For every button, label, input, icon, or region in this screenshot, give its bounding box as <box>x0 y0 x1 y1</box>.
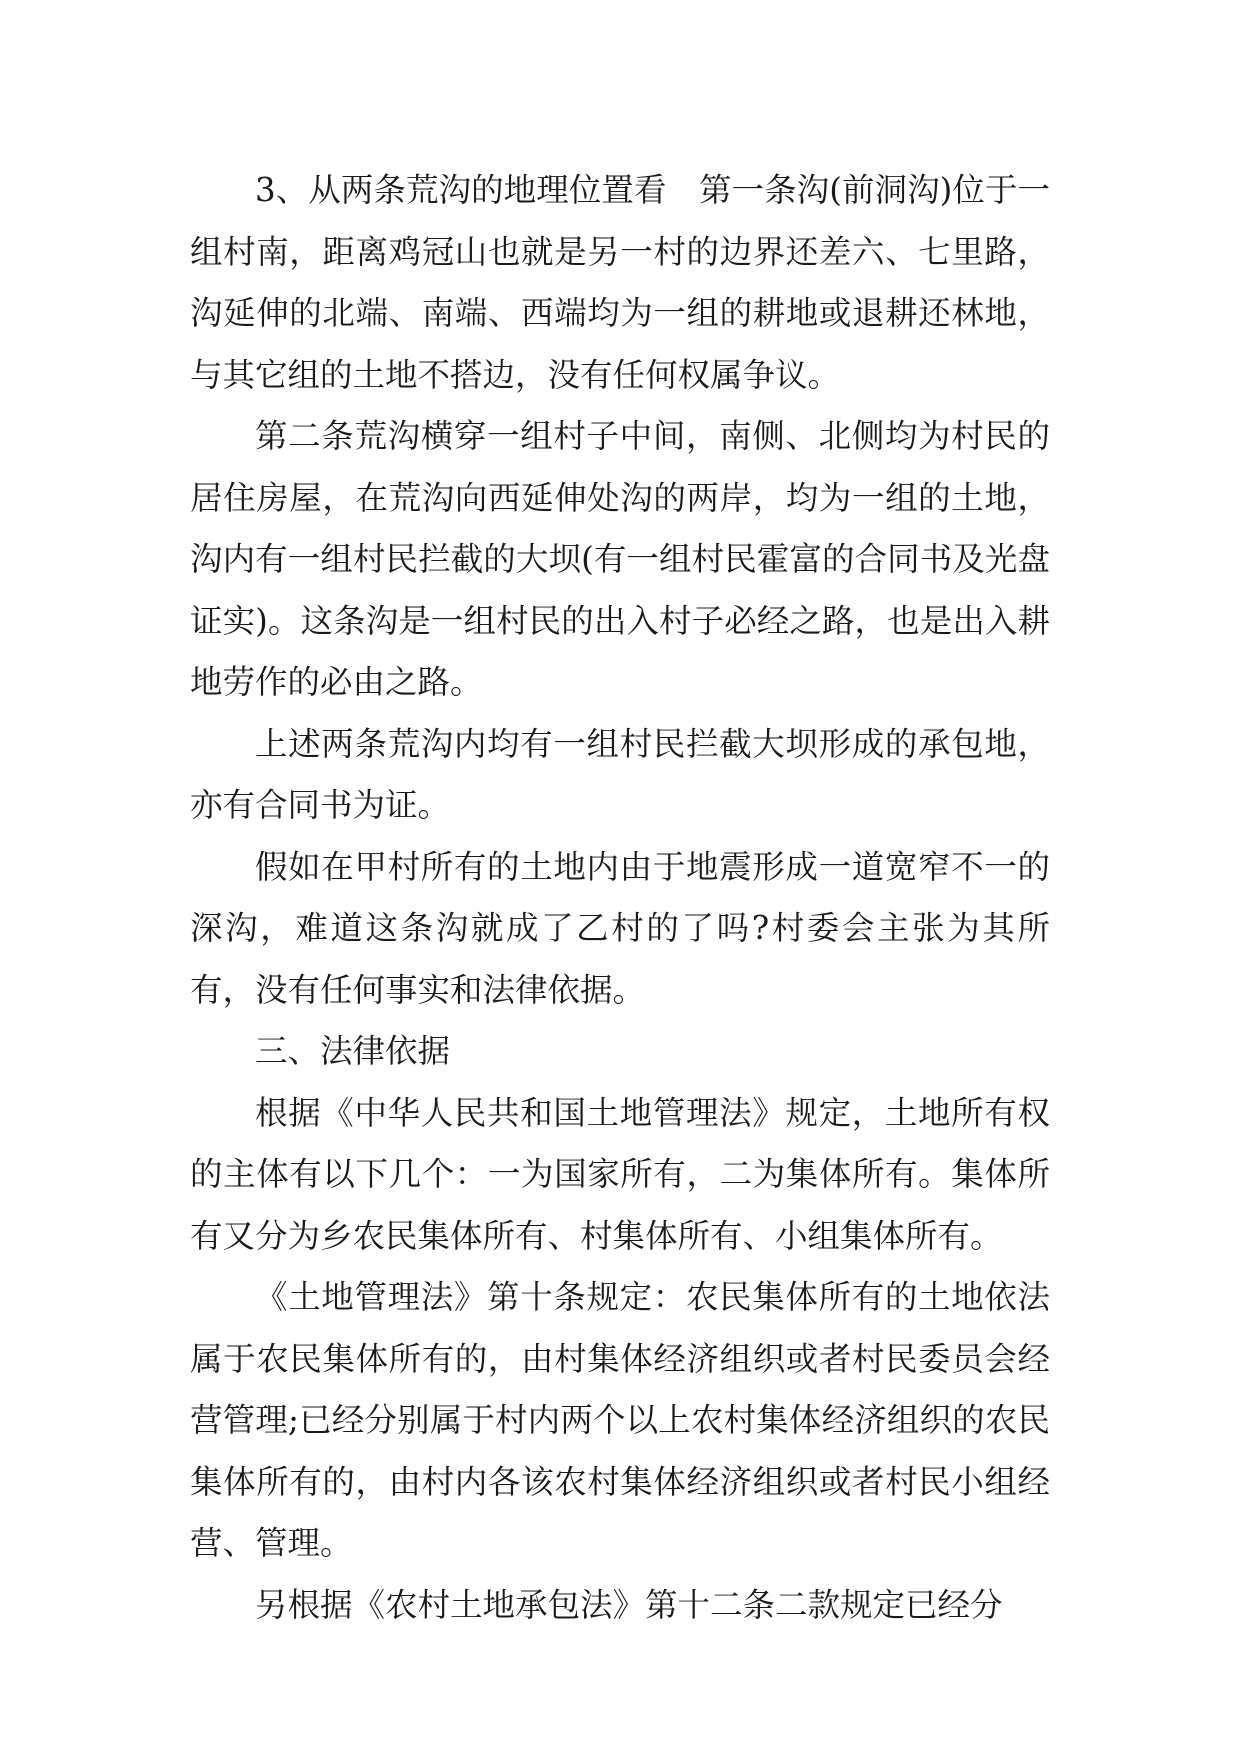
document-body <box>190 160 1050 1636</box>
paragraph-geography: 3、从两条荒沟的地理位置看 第一条沟(前洞沟)位于一组村南，距离鸡冠山也就是另一村的边界还差六、七里路，沟延伸的北端、南端、西端均为一组的耕地或退耕还林地，与其它组的土地不搭边，没有任何权属争议。 <box>190 171 1050 394</box>
paragraph-contract-evidence: 上述两条荒沟内均有一组村民拦截大坝形成的承包地，亦有合同书为证。 <box>190 724 1050 824</box>
section-heading-legal-basis: 三、法律依据 <box>255 1032 451 1070</box>
paragraph-article-ten: 《土地管理法》第十条规定：农民集体所有的土地依法属于农民集体所有的，由村集体经济组织或者村民委员会经营管理;已经分别属于村内两个以上农村集体经济组织的农民集体所有的，由村内各该农村集体经济组织或者村民小组经营、管理。 <box>190 1278 1050 1562</box>
paragraph-land-law: 根据《中华人民共和国土地管理法》规定，土地所有权的主体有以下几个：一为国家所有，二为集体所有。集体所有又分为乡农民集体所有、村集体所有、小组集体所有。 <box>190 1093 1050 1255</box>
paragraph-hypothetical: 假如在甲村所有的土地内由于地震形成一道宽窄不一的深沟，难道这条沟就成了乙村的了吗?村委会主张为其所有，没有任何事实和法律依据。 <box>190 847 1050 1009</box>
paragraph-second-ravine: 第二条荒沟横穿一组村子中间，南侧、北侧均为村民的居住房屋，在荒沟向西延伸处沟的两岸，均为一组的土地，沟内有一组村民拦截的大坝(有一组村民霍富的合同书及光盘证实)。这条沟是一组村民的出入村子必经之路，也是出入耕地劳作的必由之路。 <box>190 417 1050 701</box>
paragraph-contract-law: 另根据《农村土地承包法》第十二条二款规定已经分 <box>255 1585 1003 1624</box>
